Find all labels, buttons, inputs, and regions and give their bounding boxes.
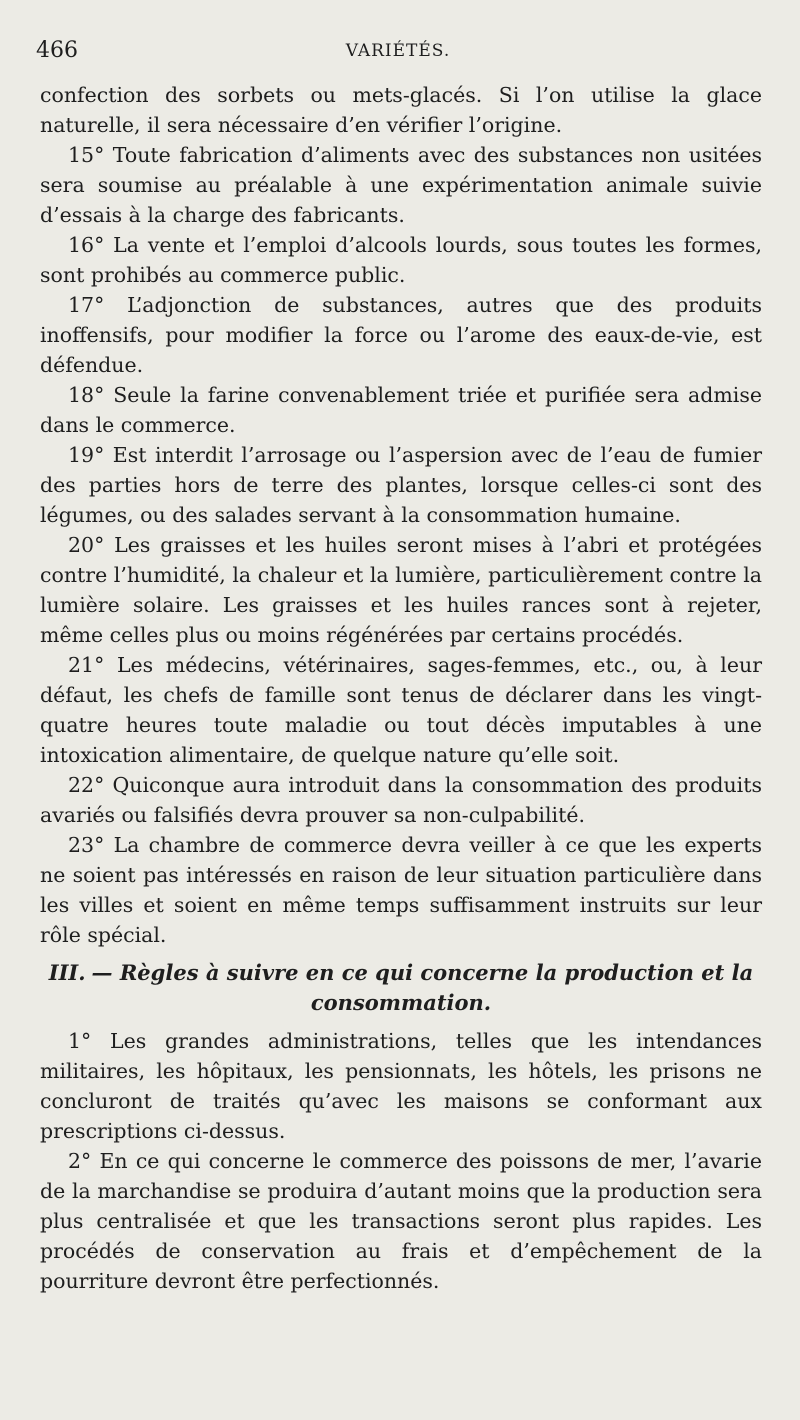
page-header [36, 38, 760, 68]
paragraph-item-15: 15° Toute fabrication d’aliments avec des substances non usitées sera soumise au préalable à une expérimentation animale suivie d’essais à la charge des fabricants. [40, 143, 762, 227]
paragraph-item-20: 20° Les graisses et les huiles seront mises à l’abri et protégées contre l’humidité, la chaleur et la lumière, particulièrement contre la lumière solaire. Les graisses et les huiles rances sont à rejeter, même celles plus ou moins régénérées par certains procédés. [40, 533, 762, 647]
paragraph-item-16: 16° La vente et l’emploi d’alcools lourds, sous toutes les formes, sont prohibés au commerce public. [40, 233, 762, 287]
section-number: III. [48, 960, 86, 985]
paragraph-item-22: 22° Quiconque aura introduit dans la consommation des produits avariés ou falsifiés devra prouver sa non-culpabilité. [40, 773, 762, 827]
section-paragraph-1: 1° Les grandes administrations, telles que les intendances militaires, les hôpitaux, les pensionnats, les hôtels, les prisons ne concluront de traités qu’avec les maisons se conformant aux prescriptions ci-dessus. [40, 1029, 762, 1143]
paragraph-item-21: 21° Les médecins, vétérinaires, sages-femmes, etc., ou, à leur défaut, les chefs de famille sont tenus de déclarer dans les vingt-quatre heures toute maladie ou tout décès imputables à une intoxication alimentaire, de quelque nature qu’elle soit. [40, 653, 762, 767]
section-heading [40, 958, 762, 1018]
page-number: 466 [36, 38, 78, 63]
paragraph-item-19: 19° Est interdit l’arrosage ou l’aspersion avec de l’eau de fumier des parties hors de terre des plantes, lorsque celles-ci sont des légumes, ou des salades servant à la consommation humaine. [40, 443, 762, 527]
paragraph-item-17: 17° L’adjonction de substances, autres que des produits inoffensifs, pour modifier la force ou l’arome des eaux-de-vie, est défendue. [40, 293, 762, 377]
paragraph-item-23: 23° La chambre de commerce devra veiller à ce que les experts ne soient pas intéressés en raison de leur situation particulière dans les villes et soient en même temps suffisamment instruits sur leur rôle spécial. [40, 833, 762, 947]
paragraph-continuation: confection des sorbets ou mets-glacés. Si l’on utilise la glace naturelle, il sera nécessaire d’en vérifier l’origine. [40, 83, 762, 137]
running-head: VARIÉTÉS. [345, 41, 451, 61]
section-paragraph-2: 2° En ce qui concerne le commerce des poissons de mer, l’avarie de la marchandise se produira d’autant moins que la production sera plus centralisée et que les transactions seront plus rapides. Les procédés de conservation au frais et d’empêchement de la pourriture devront être perfectionnés. [40, 1149, 762, 1293]
section-title-text: — Règles à suivre en ce qui concerne la production et la consommation. [91, 960, 754, 1015]
body-text [40, 80, 762, 1296]
paragraph-item-18: 18° Seule la farine convenablement triée et purifiée sera admise dans le commerce. [40, 383, 762, 437]
